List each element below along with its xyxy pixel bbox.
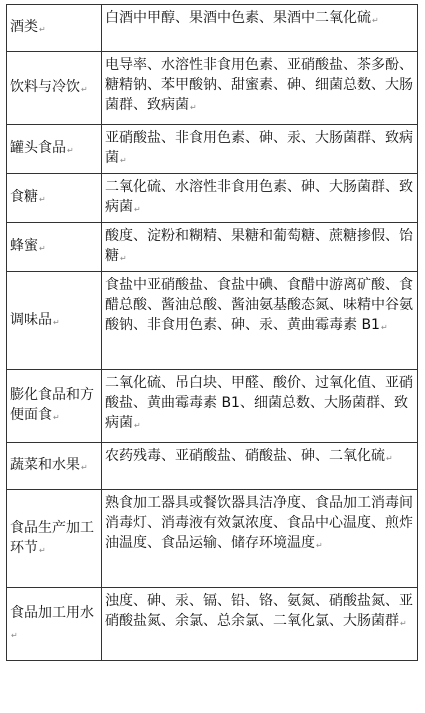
table-row [7, 52, 418, 125]
table-row [7, 125, 418, 174]
paragraph-mark-icon: ↵ [53, 317, 60, 327]
table-row [7, 272, 418, 370]
items-cell: 白酒中甲醇、果酒中色素、果酒中二氧化硫↵ [102, 5, 418, 52]
items-cell: 食盐中亚硝酸盐、食盐中碘、食醋中游离矿酸、食醋总酸、酱油总酸、酱油氨基酸态氮、味精中谷氨酸钠、非食用色素、砷、汞、黄曲霉毒素 B1↵ [102, 272, 418, 370]
items-cell: 亚硝酸盐、非食用色素、砷、汞、大肠菌群、致病菌↵ [102, 125, 418, 174]
table-row [7, 443, 418, 490]
items-cell: 酸度、淀粉和糊精、果糖和葡萄糖、蔗糖掺假、饴糖↵ [102, 223, 418, 272]
paragraph-mark-icon: ↵ [53, 413, 60, 422]
paragraph-mark-icon: ↵ [120, 254, 127, 263]
category-cell: 饮料与冷饮↵ [7, 52, 102, 125]
items-cell: 二氧化硫、水溶性非食用色素、砷、大肠菌群、致病菌↵ [102, 174, 418, 223]
paragraph-mark-icon: ↵ [39, 244, 46, 253]
category-cell: 蔬菜和水果↵ [7, 443, 102, 490]
items-cell: 浊度、砷、汞、镉、铅、铬、氨氮、硝酸盐氮、亚硝酸盐氮、余氯、总余氯、二氧化氯、大肠菌群↵ [102, 588, 418, 661]
category-cell: 调味品↵ [7, 272, 102, 370]
items-cell: 农药残毒、亚硝酸盐、硝酸盐、砷、二氧化硫↵ [102, 443, 418, 490]
category-cell: 膨化食品和方便面食↵ [7, 370, 102, 443]
paragraph-mark-icon: ↵ [120, 156, 127, 165]
table-row [7, 490, 418, 588]
paragraph-mark-icon: ↵ [39, 25, 46, 34]
category-cell: 罐头食品↵ [7, 125, 102, 174]
table-row [7, 370, 418, 443]
category-cell: 食品生产加工环节↵ [7, 490, 102, 588]
paragraph-mark-icon: ↵ [386, 454, 393, 463]
category-cell: 酒类↵ [7, 5, 102, 52]
paragraph-mark-icon: ↵ [400, 619, 407, 628]
table-row [7, 174, 418, 223]
category-cell: 食糖↵ [7, 174, 102, 223]
paragraph-mark-icon: ↵ [190, 103, 197, 112]
category-cell: 蜂蜜↵ [7, 223, 102, 272]
paragraph-mark-icon: ↵ [11, 631, 18, 640]
paragraph-mark-icon: ↵ [134, 205, 141, 214]
paragraph-mark-icon: ↵ [380, 323, 388, 332]
paragraph-mark-icon: ↵ [81, 85, 88, 94]
items-cell: 二氧化硫、吊白块、甲醛、酸价、过氧化值、亚硝酸盐、黄曲霉毒素 B1、细菌总数、大肠菌群、致病菌↵ [102, 370, 418, 443]
paragraph-mark-icon: ↵ [372, 16, 379, 25]
paragraph-mark-icon: ↵ [134, 421, 141, 430]
category-cell: 食品加工用水↵ [7, 588, 102, 661]
items-cell: 电导率、水溶性非食用色素、亚硝酸盐、茶多酚、糖精钠、苯甲酸钠、甜蜜素、砷、细菌总数、大肠菌群、致病菌↵ [102, 52, 418, 125]
food-testing-table [6, 4, 418, 661]
paragraph-mark-icon: ↵ [67, 146, 74, 155]
paragraph-mark-icon: ↵ [81, 463, 88, 472]
paragraph-mark-icon: ↵ [316, 541, 323, 550]
paragraph-mark-icon: ↵ [39, 545, 46, 555]
table-row [7, 588, 418, 661]
table-row [7, 5, 418, 52]
table-row [7, 223, 418, 272]
paragraph-mark-icon: ↵ [39, 195, 46, 204]
items-cell: 熟食加工器具或餐饮器具洁净度、食品加工消毒间消毒灯、消毒液有效氯浓度、食品中心温度、煎炸油温度、食品运输、储存环境温度↵ [102, 490, 418, 588]
